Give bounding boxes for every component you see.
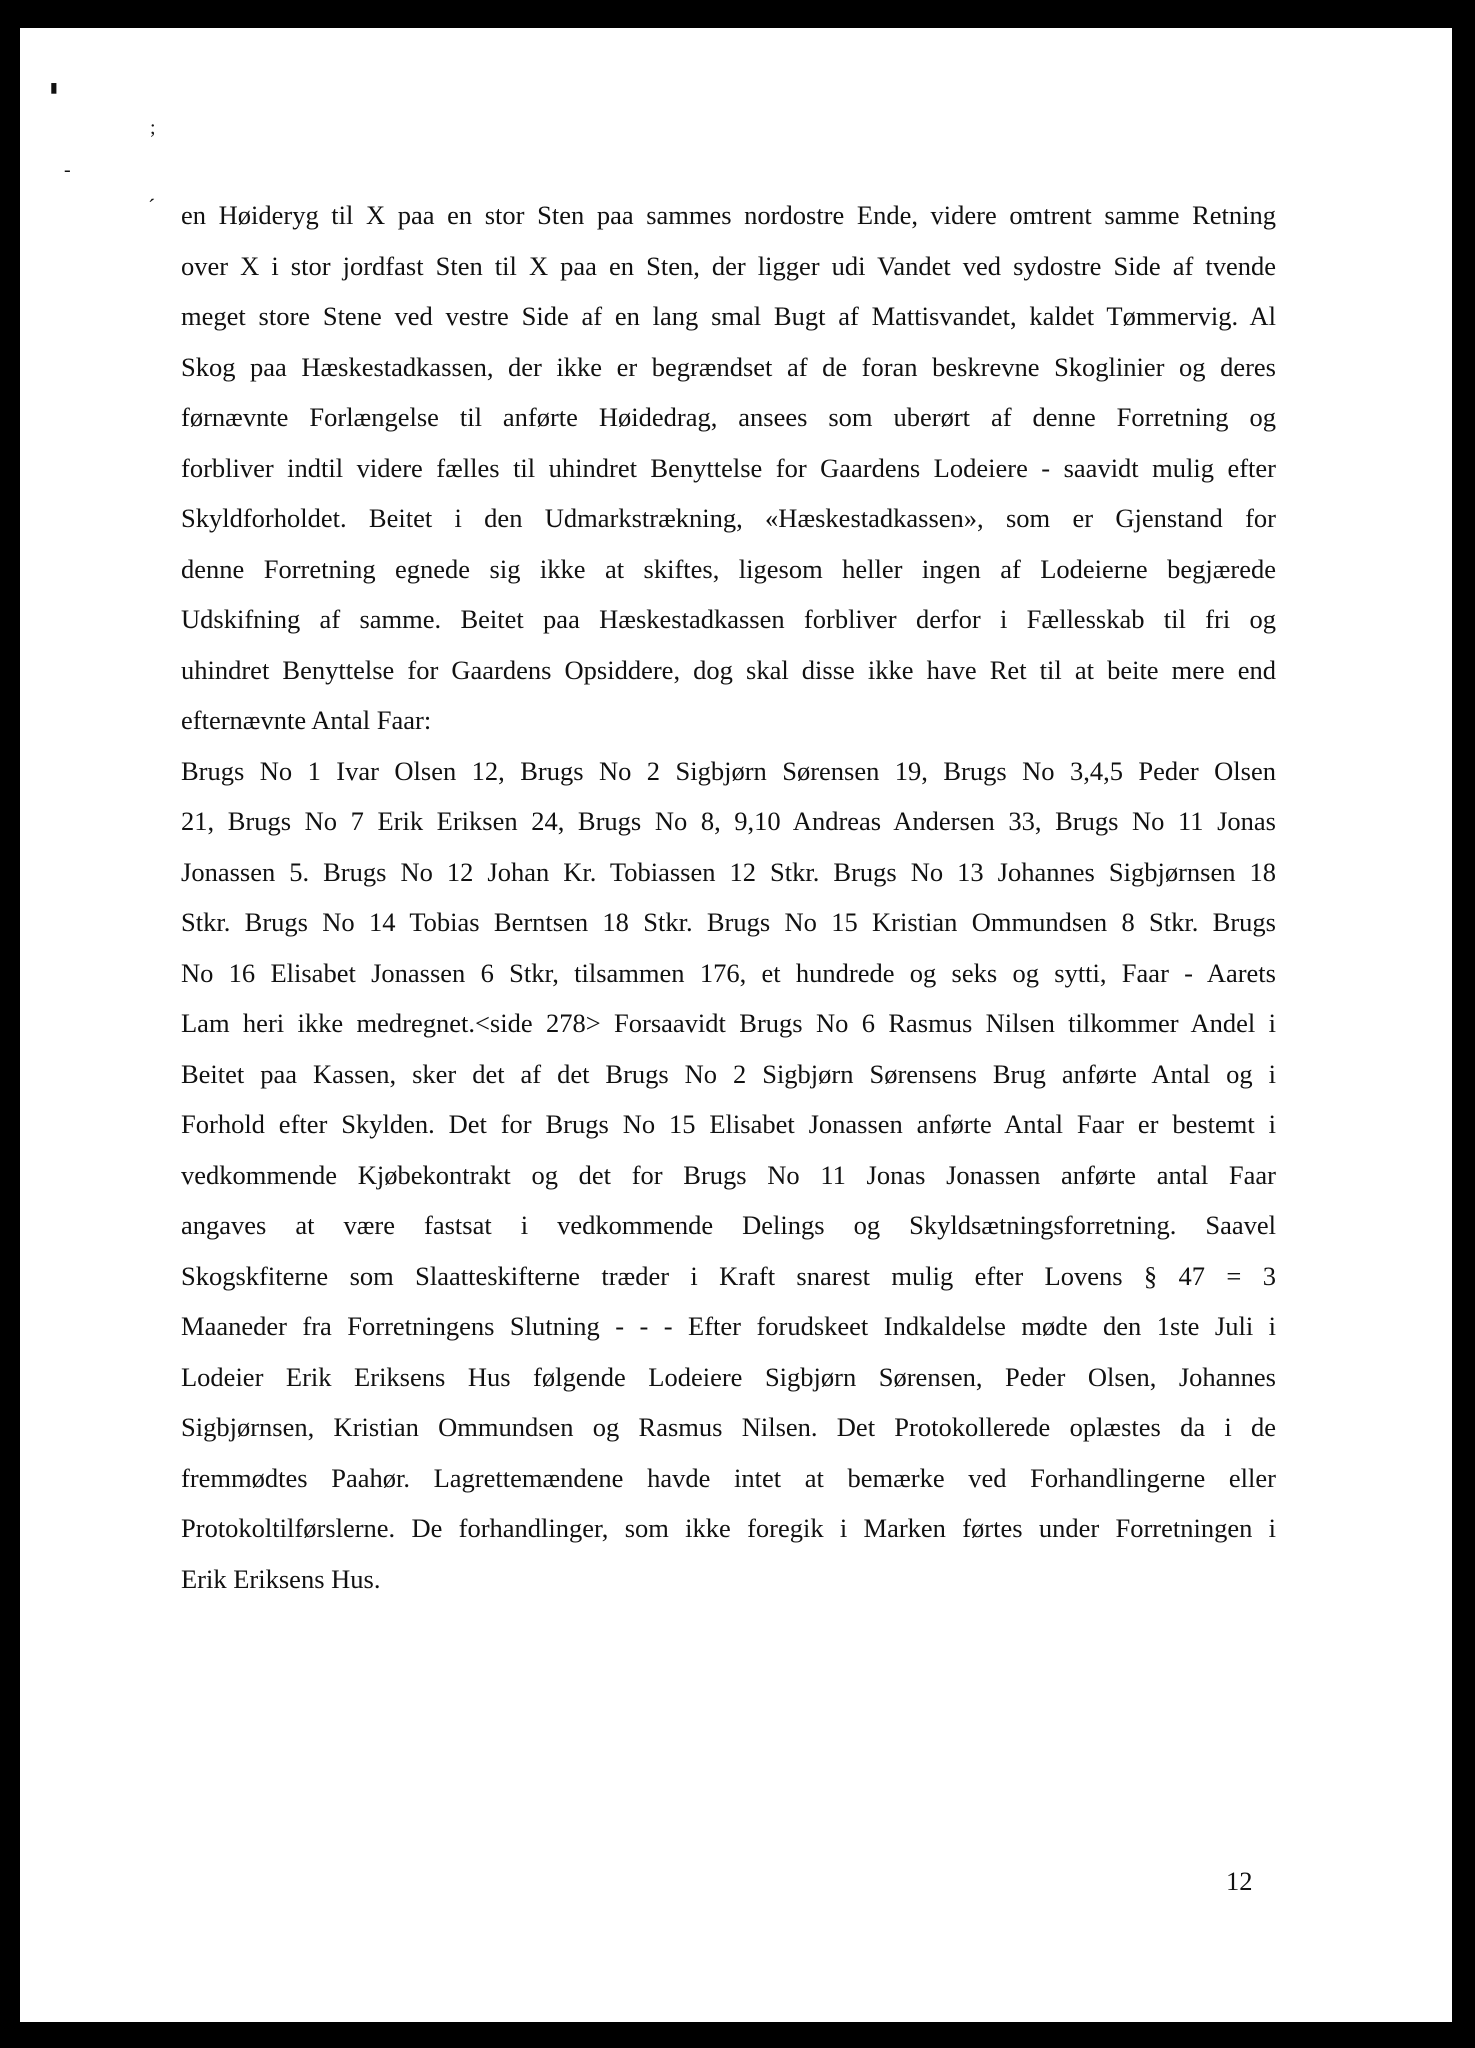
- text-line: over X i stor jordfast Sten til X paa en Sten, der ligger udi Vandet ved sydostre Side af tvende: [181, 250, 1276, 281]
- margin-mark-dash: -: [64, 159, 71, 181]
- page-number: 12: [1226, 1866, 1253, 1896]
- text-line: denne Forretning egnede sig ikke at skiftes, ligesom heller ingen af Lodeierne begjærede: [181, 553, 1276, 584]
- text-line: forbliver indtil videre fælles til uhindret Benyttelse for Gaardens Lodeiere - saavidt mulig efter: [181, 452, 1276, 483]
- margin-mark-tick: ˊ: [148, 194, 156, 219]
- text-line: Jonassen 5. Brugs No 12 Johan Kr. Tobiassen 12 Stkr. Brugs No 13 Johannes Sigbjørnsen 18: [181, 856, 1276, 887]
- text-line: Lodeier Erik Eriksens Hus følgende Lodeiere Sigbjørn Sørensen, Peder Olsen, Johannes: [181, 1361, 1276, 1392]
- margin-mark-semicolon: ;: [150, 117, 156, 139]
- text-line: Protokoltilførslerne. De forhandlinger, som ikke foregik i Marken førtes under Forretningen i: [181, 1513, 1276, 1543]
- text-line: Skyldforholdet. Beitet i den Udmarkstrækning, «Hæskestadkassen», som er Gjenstand for: [181, 503, 1276, 533]
- text-line: Maaneder fra Forretningens Slutning - - - Efter forudskeet Indkaldelse mødte den 1ste Juli i: [181, 1311, 1276, 1341]
- text-line: Stkr. Brugs No 14 Tobias Berntsen 18 Stkr. Brugs No 15 Kristian Ommundsen 8 Stkr. Brugs: [181, 907, 1276, 937]
- text-line: fremmødtes Paahør. Lagrettemændene havde intet at bemærke ved Forhandlingerne eller: [181, 1462, 1276, 1493]
- text-line: Lam heri ikke medregnet.<side 278> Forsaavidt Brugs No 6 Rasmus Nilsen tilkommer Andel i: [181, 1008, 1276, 1038]
- text-line: Skogskfiterne som Slaatteskifterne træder i Kraft snarest mulig efter Lovens § 47 = 3: [181, 1260, 1276, 1291]
- text-line: Brugs No 1 Ivar Olsen 12, Brugs No 2 Sigbjørn Sørensen 19, Brugs No 3,4,5 Peder Olsen: [181, 755, 1276, 786]
- text-line: uhindret Benyttelse for Gaardens Opsiddere, dog skal disse ikke have Ret til at beite mere end: [181, 654, 1276, 685]
- text-line: efternævnte Antal Faar:: [181, 705, 432, 735]
- document-body: [181, 190, 1276, 1604]
- margin-mark-bullet: ▮: [50, 81, 58, 96]
- text-line: Forhold efter Skylden. Det for Brugs No 15 Elisabet Jonassen anførte Antal Faar er bestemt i: [181, 1109, 1276, 1139]
- text-line: Sigbjørnsen, Kristian Ommundsen og Rasmus Nilsen. Det Protokollerede oplæstes da i de: [181, 1412, 1276, 1442]
- text-line: 21, Brugs No 7 Erik Eriksen 24, Brugs No 8, 9,10 Andreas Andersen 33, Brugs No 11 Jonas: [181, 806, 1276, 836]
- text-line: førnævnte Forlængelse til anførte Høidedrag, ansees som uberørt af denne Forretning og: [181, 402, 1276, 432]
- text-line: vedkommende Kjøbekontrakt og det for Brugs No 11 Jonas Jonassen anførte antal Faar: [181, 1159, 1276, 1190]
- text-line: meget store Stene ved vestre Side af en lang smal Bugt af Mattisvandet, kaldet Tømmervig. Al: [181, 301, 1276, 331]
- text-line: en Høideryg til X paa en stor Sten paa sammes nordostre Ende, videre omtrent samme Retning: [181, 200, 1276, 230]
- text-line: No 16 Elisabet Jonassen 6 Stkr, tilsammen 176, et hundrede og seks og sytti, Faar - Aarets: [181, 957, 1276, 988]
- text-line: Skog paa Hæskestadkassen, der ikke er begrændset af de foran beskrevne Skoglinier og deres: [181, 351, 1276, 382]
- text-line: Erik Eriksens Hus.: [181, 1563, 381, 1594]
- text-line: Udskifning af samme. Beitet paa Hæskestadkassen forbliver derfor i Fællesskab til fri og: [181, 604, 1276, 634]
- text-line: Beitet paa Kassen, sker det af det Brugs No 2 Sigbjørn Sørensens Brug anførte Antal og i: [181, 1058, 1276, 1089]
- text-line: angaves at være fastsat i vedkommende Delings og Skyldsætningsforretning. Saavel: [181, 1210, 1276, 1240]
